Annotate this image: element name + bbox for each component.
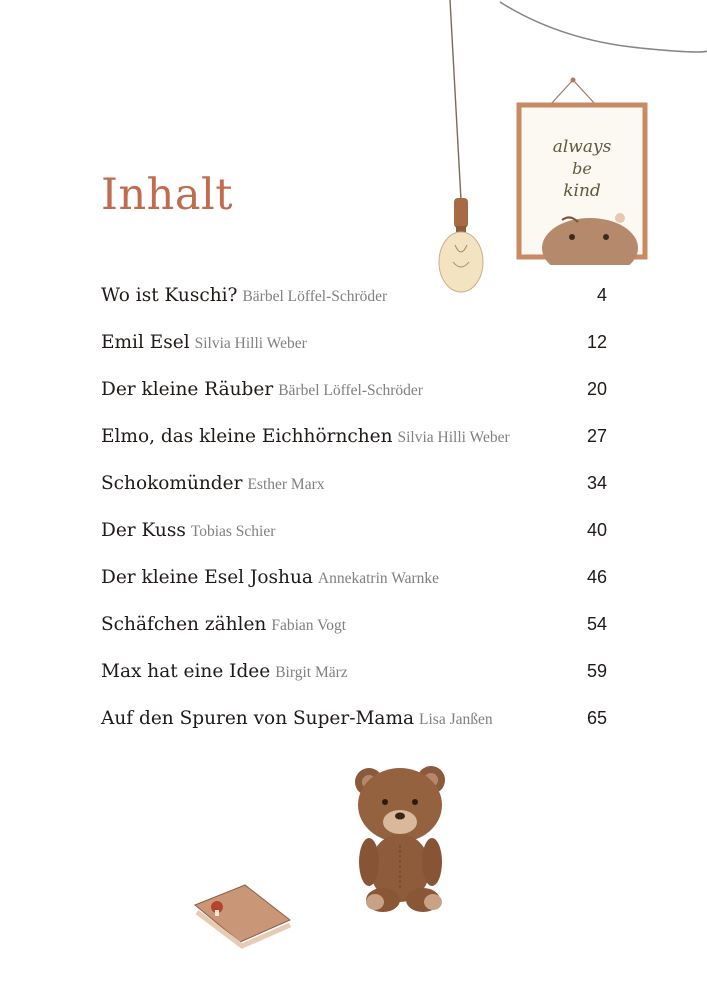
svg-text:kind: kind <box>563 181 601 201</box>
toc-entry-author: Bärbel Löffel-Schröder <box>242 288 388 305</box>
toc-entry-title: Max hat eine Idee <box>101 661 271 682</box>
toc-entry-page-number: 34 <box>586 473 607 493</box>
toc-entry-page-number: 12 <box>586 332 607 352</box>
toc-entry <box>101 601 607 648</box>
svg-text:always: always <box>552 137 612 157</box>
toc-entry <box>101 366 607 413</box>
light-bulb-illustration <box>425 0 505 300</box>
toc-entry-author: Birgit März <box>275 664 348 681</box>
framed-picture-illustration <box>510 70 650 265</box>
toc-entry-page-number: 20 <box>586 379 607 399</box>
page-title: Inhalt <box>101 170 234 220</box>
toc-entry-author: Fabian Vogt <box>271 617 347 634</box>
toc-entry-author: Bärbel Löffel-Schröder <box>278 382 423 399</box>
toc-entry-page-number: 46 <box>586 567 607 587</box>
toc-entry-page-number: 54 <box>586 614 607 634</box>
toc-entry-author: Lisa Janßen <box>419 711 493 728</box>
toc-entry-page-number: 40 <box>586 520 607 540</box>
toc-entry-author: Annekatrin Warnke <box>317 570 440 587</box>
toc-entry-title: Emil Esel <box>101 332 190 353</box>
table-of-contents <box>101 272 607 742</box>
toc-entry-page-number: 65 <box>586 708 607 728</box>
toc-entry-author: Tobias Schier <box>190 523 276 540</box>
toc-entry-title: Der kleine Räuber <box>101 379 274 400</box>
svg-text:be: be <box>572 159 592 178</box>
toc-entry <box>101 460 607 507</box>
toc-entry-title: Schäfchen zählen <box>101 614 267 635</box>
toc-entry-author: Silvia Hilli Weber <box>194 335 307 352</box>
toc-entry-title: Elmo, das kleine Eichhörnchen <box>101 426 393 447</box>
toc-entry-page-number: 27 <box>586 426 607 446</box>
toc-entry <box>101 554 607 601</box>
toc-entry-title: Schokomünder <box>101 473 243 494</box>
teddy-bear-illustration <box>345 750 465 925</box>
toc-entry <box>101 319 607 366</box>
toc-entry <box>101 695 607 742</box>
toc-entry-page-number: 4 <box>596 285 607 305</box>
toc-entry <box>101 413 607 460</box>
toc-entry-author: Esther Marx <box>247 476 325 493</box>
toc-entry <box>101 648 607 695</box>
toc-entry <box>101 507 607 554</box>
toc-entry-title: Der kleine Esel Joshua <box>101 567 313 588</box>
toc-entry <box>101 272 607 319</box>
toc-entry-title: Wo ist Kuschi? <box>101 285 238 306</box>
toc-entry-author: Silvia Hilli Weber <box>397 429 510 446</box>
book-illustration <box>185 880 295 950</box>
toc-entry-title: Der Kuss <box>101 520 186 541</box>
toc-entry-page-number: 59 <box>586 661 607 681</box>
toc-entry-title: Auf den Spuren von Super-Mama <box>101 708 415 729</box>
